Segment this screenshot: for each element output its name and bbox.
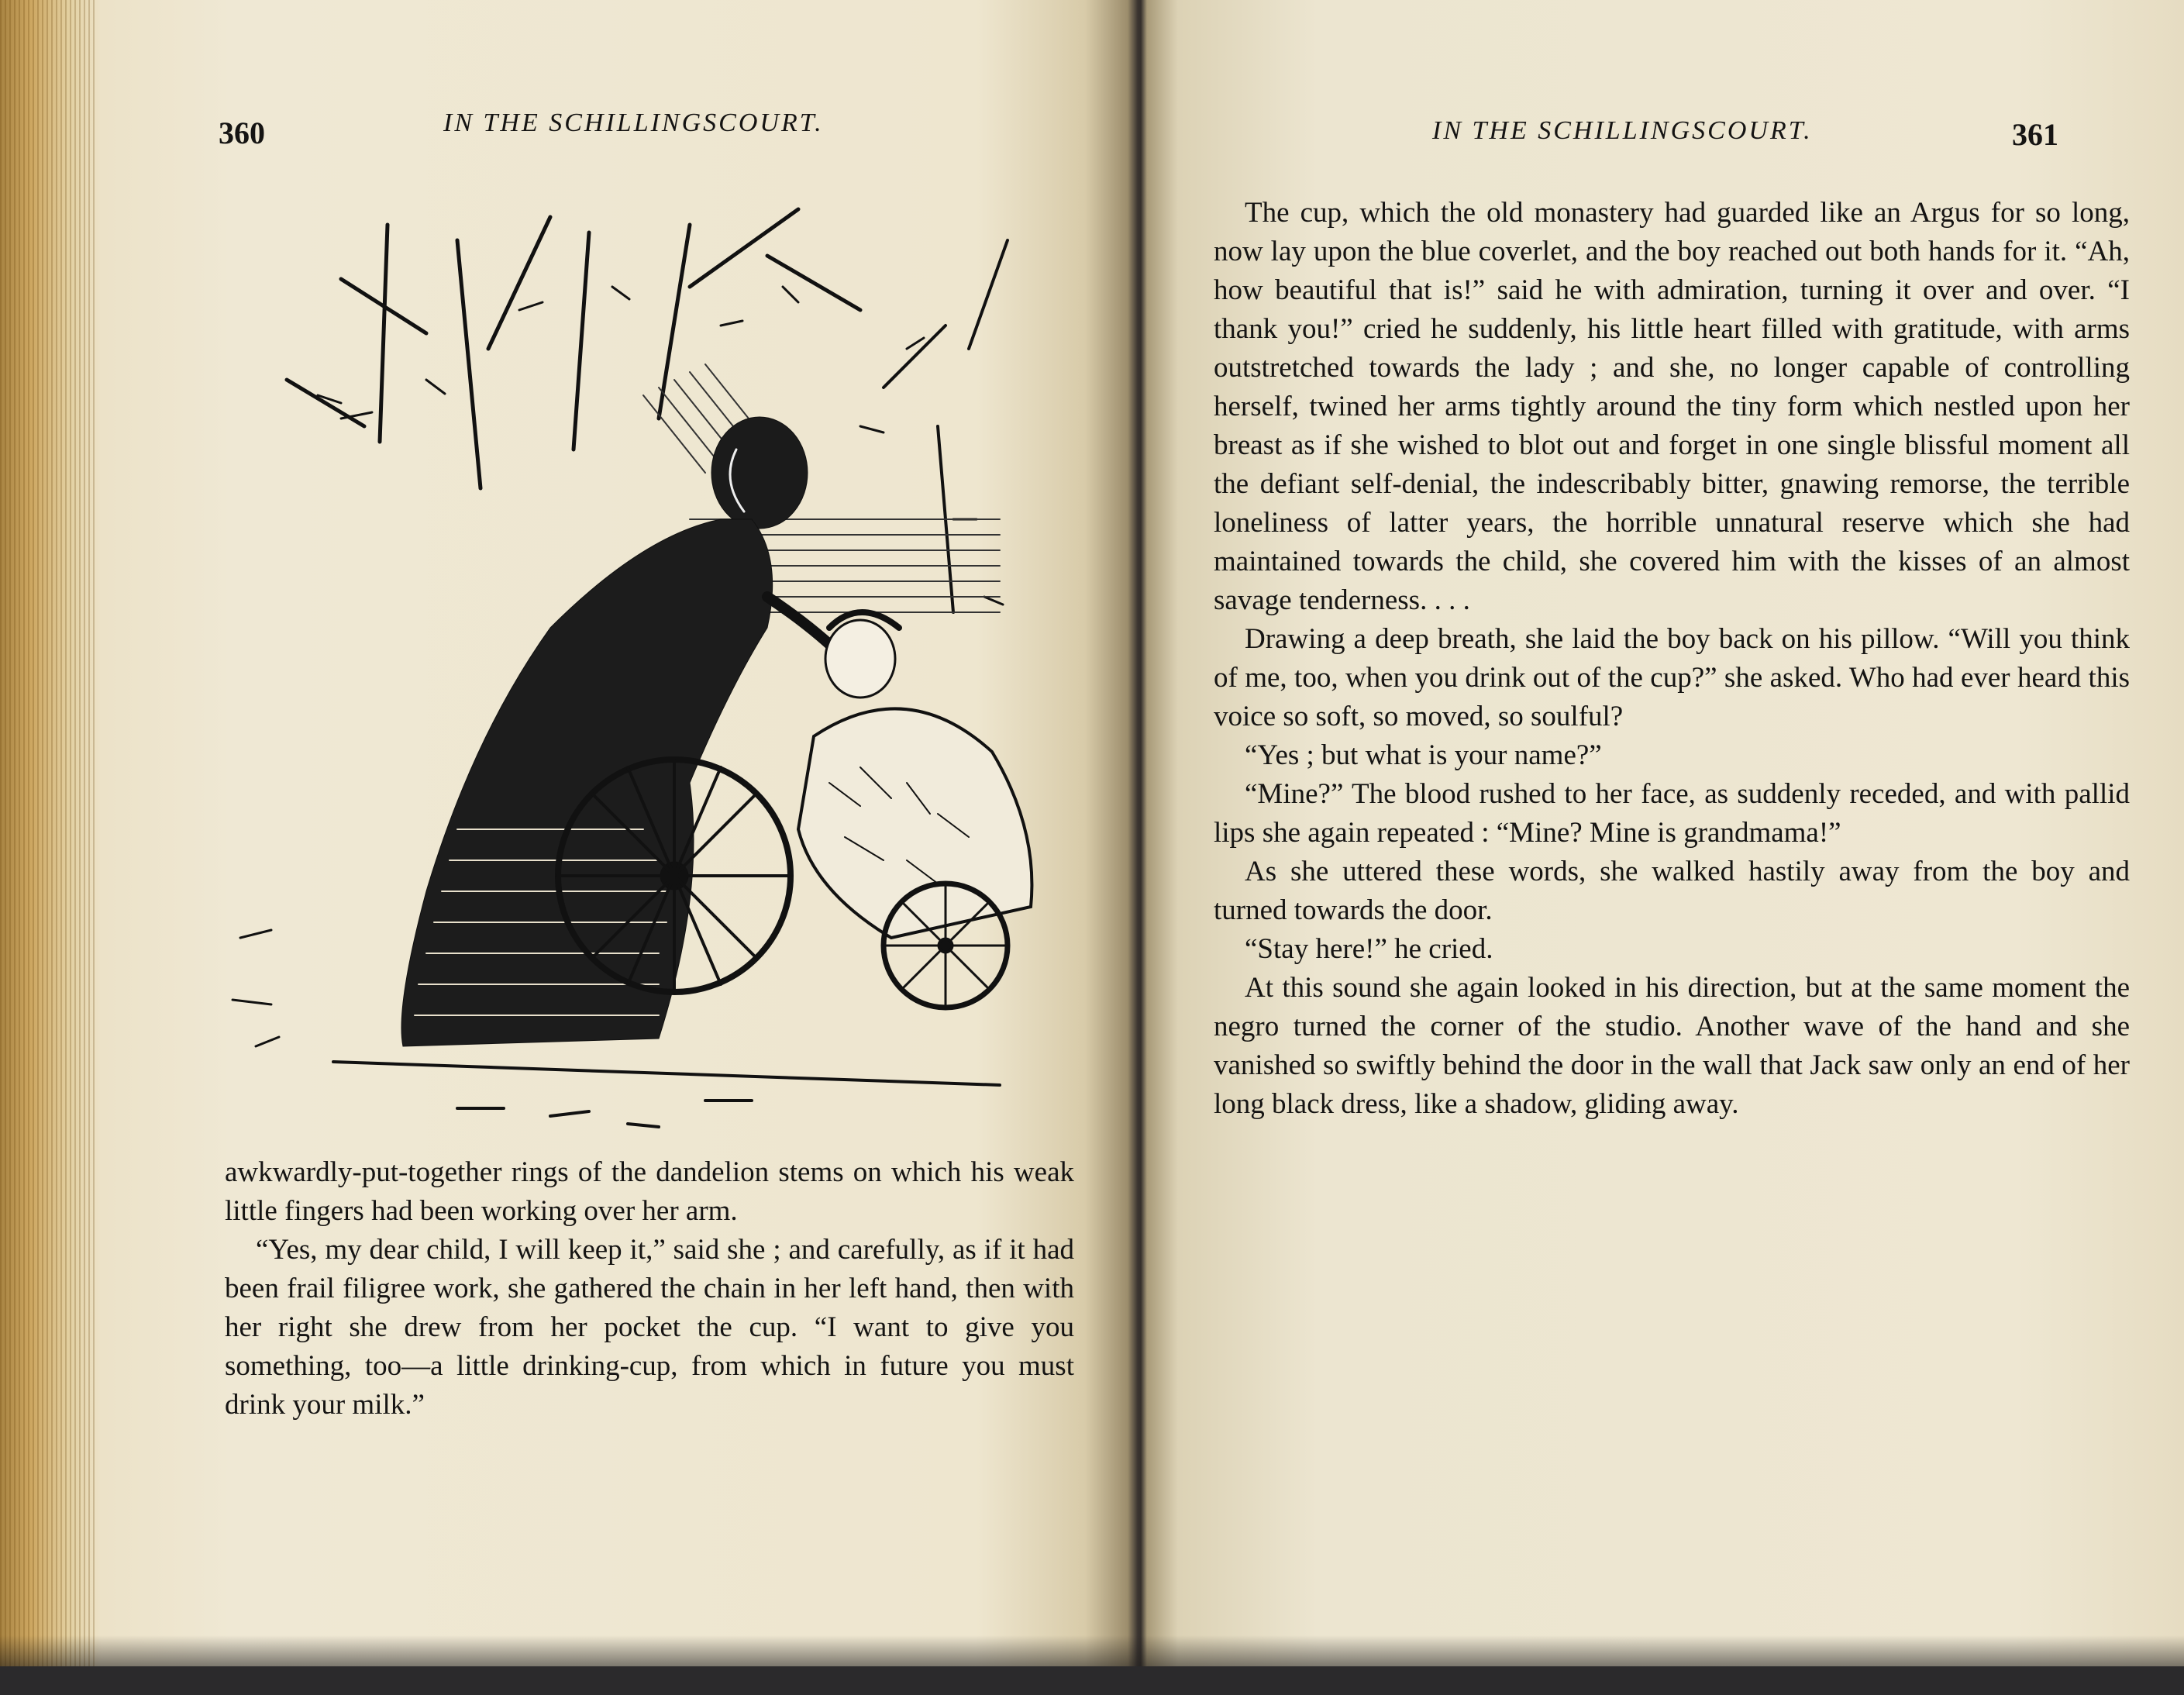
page-number: 361 [2012,117,2058,152]
paragraph: The cup, which the old monastery had guarded like an Argus for so long, now lay upon the blue coverlet, and the boy reached out both hands for it. “Ah, how beautiful that is!” said he with admiration, turning it over and over. “I thank you!” cried he suddenly, his little heart filled with gratitude, with arms outstretched towards the lady ; and she, no longer capable of controlling herself, twined her arms tightly around the tiny form which nestled upon her breast as if she wished to blot out and forget in one single blissful moment all the defiant self-denial, the indescribably bitter, gnawing remorse, the terrible loneliness of latter years, the horrible unnatural reserve which she had maintained towards the child, she covered him with the kisses of an almost savage tenderness. . . . [1214,197,2130,616]
running-head: IN THE SCHILLINGSCOURT. [443,109,824,137]
running-head: IN THE SCHILLINGSCOURT. [1432,116,1813,145]
right-page [1144,0,2184,1666]
book-bottom-shadow [0,1635,2184,1666]
left-page-text [225,1153,1074,1425]
paragraph: As she uttered these words, she walked hastily away from the boy and turned towards the door. [1214,856,2130,926]
illustration [225,194,1077,1139]
right-page-text [1214,194,2130,1124]
page-edge [0,0,97,1666]
paragraph: “Mine?” The blood rushed to her face, as suddenly receded, and with pallid lips she again repeated : “Mine? Mine is grandmama!” [1214,778,2130,849]
page-number: 360 [219,115,265,150]
paragraph: “Yes ; but what is your name?” [1245,739,1602,771]
paragraph: At this sound she again looked in his direction, but at the same moment the negro turned the corner of the studio. Another wave of the hand and she vanished so swiftly behind the door in the wall that Jack saw only an end of her long black dress, like a shadow, gliding away. [1214,972,2130,1120]
paragraph: awkwardly-put-together rings of the dandelion stems on which his weak little fingers had been working over her arm. [225,1156,1074,1227]
paragraph: “Yes, my dear child, I will keep it,” said she ; and carefully, as if it had been frail filigree work, she gathered the chain in her left hand, then with her right she drew from her pocket the cup. “I want to give you something, too—a little drinking-cup, from which in future you must drink your milk.” [225,1234,1074,1421]
paragraph: “Stay here!” he cried. [1245,933,1493,965]
paragraph: Drawing a deep breath, she laid the boy back on his pillow. “Will you think of me, too, when you drink out of the cup?” she asked. Who had ever heard this voice so soft, so moved, so soulful? [1214,623,2130,732]
